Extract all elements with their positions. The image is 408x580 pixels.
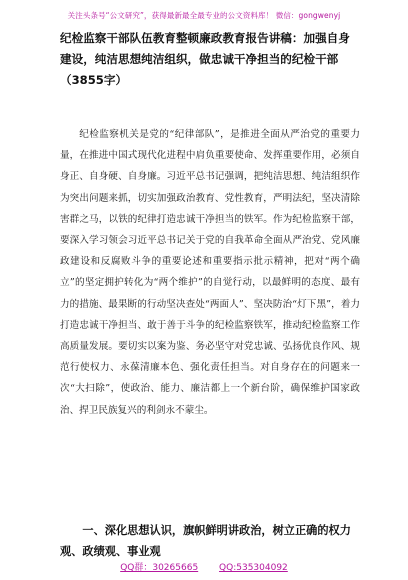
footer — [0, 560, 408, 573]
section-heading: 一、深化思想认识，旗帜鲜明讲政治，树立正确的权力观、政绩观、事业观 — [60, 524, 351, 558]
footer-qq: QQ:535304092 — [219, 563, 288, 573]
document-body — [60, 124, 360, 421]
body-paragraph: 纪检监察机关是党的“纪律部队”，是推进全面从严治党的重要力量，在推进中国式现代化进程中肩负重要使命、发挥重要作用，必须自身正、自身硬、自身廉。习近平总书记强调，把纯洁思想、纯洁组织作为突出问题来抓，切实加强政治教育、党性教育，严明法纪，坚决清除害群之马，以铁的纪律打造忠诚干净担当的铁军。作为纪检监察干部，要深入学习领会习近平总书记关于党的自我革命全面从严治党、党风廉政建设和反腐败斗争的重要论述和重要指示批示精神，把对“两个确立”的坚定拥护转化为“两个维护”的自觉行动，以最鲜明的态度、最有力的措施、最果断的行动坚决查处“两面人”、坚决防治“灯下黑”，着力打造忠诚干净担当、敢于善于斗争的纪检监察铁军，推动纪检监察工作高质量发展。要切实以案为鉴、务必坚守对党忠诚、弘扬优良作风、规范行使权力、永葆清廉本色、强化责任担当。对自身存在的问题来一次“大扫除”，使政治、能力、廉洁都上一个新台阶，确保维护国家政治、捍卫民族复兴的利剑永不蒙尘。 — [60, 129, 360, 416]
header-banner: 关注头条号“公文研究”，获得最新最全最专业的公文资料库！ 微信：gongwenyj — [67, 11, 341, 20]
document-title: 纪检监察干部队伍教育整顿廉政教育报告讲稿：加强自身建设，纯洁思想纯洁组织，做忠诚干净担当的纪检干部（3855字） — [60, 31, 350, 87]
footer-qq-group: QQ群：30265665 — [120, 563, 199, 573]
